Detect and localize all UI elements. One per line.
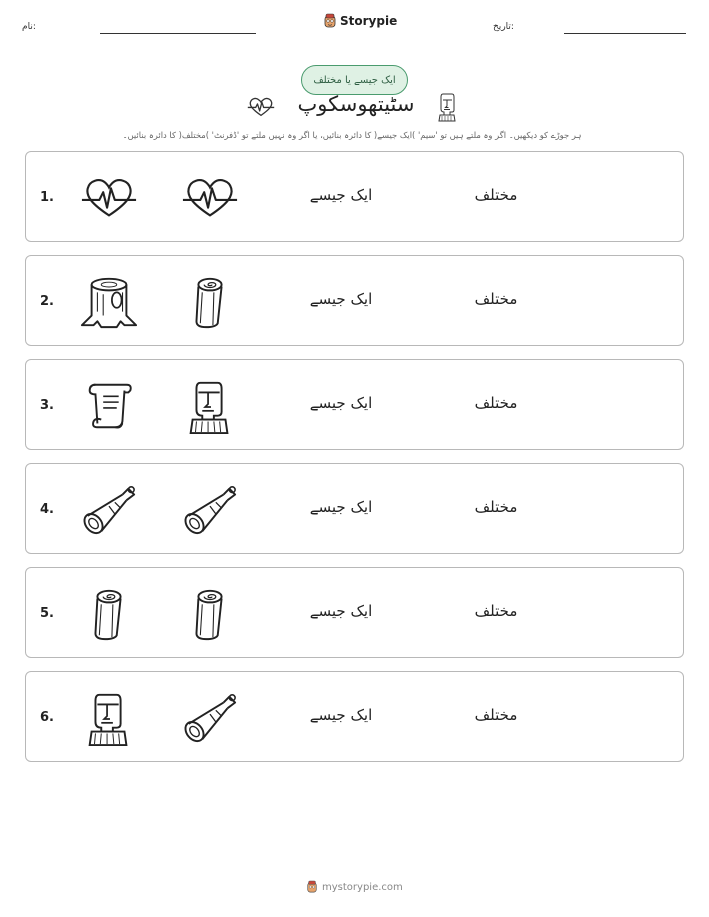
option-same[interactable]: ایک جیسے xyxy=(309,706,373,724)
scroll-icon xyxy=(80,377,138,435)
horn-icon xyxy=(181,689,239,747)
exercise-row xyxy=(25,567,684,658)
moai-icon xyxy=(437,92,457,122)
paper-roll-icon xyxy=(181,273,239,331)
heartbeat-icon xyxy=(80,169,138,227)
brand-logo xyxy=(323,13,397,29)
paper-roll-icon xyxy=(181,585,239,643)
paper-roll-icon xyxy=(80,585,138,643)
option-same[interactable]: ایک جیسے xyxy=(309,602,373,620)
horn-icon xyxy=(80,481,138,539)
row-number: 6. xyxy=(40,710,54,725)
exercise-row xyxy=(25,463,684,554)
worksheet-header xyxy=(0,0,709,60)
option-different[interactable]: مختلف xyxy=(474,186,518,204)
instructions: ہر جوڑے کو دیکھیں۔ اگر وہ ملتے ہیں تو 'سیم' )ایک جیسے( کا دائرہ بنائیں، یا اگر وہ نہیں ملتے تو 'ڈفرنٹ' )مختلف( کا دائرہ بنائیں۔ xyxy=(122,130,582,140)
exercise-row xyxy=(25,671,684,762)
exercise-row xyxy=(25,359,684,450)
row-number: 1. xyxy=(40,190,54,205)
name-line xyxy=(100,33,256,34)
heartbeat-icon xyxy=(247,96,275,118)
name-label: نام: xyxy=(22,22,36,32)
row-number: 2. xyxy=(40,294,54,309)
footer-url: mystorypie.com xyxy=(322,881,403,893)
option-same[interactable]: ایک جیسے xyxy=(309,498,373,516)
row-number: 5. xyxy=(40,606,54,621)
moai-icon xyxy=(80,689,138,747)
date-line xyxy=(564,33,686,34)
option-different[interactable]: مختلف xyxy=(474,602,518,620)
option-same[interactable]: ایک جیسے xyxy=(309,290,373,308)
moai-icon xyxy=(181,377,239,435)
option-different[interactable]: مختلف xyxy=(474,706,518,724)
heartbeat-icon xyxy=(181,169,239,227)
brand-name: Storypie xyxy=(340,14,398,28)
option-different[interactable]: مختلف xyxy=(474,290,518,308)
option-same[interactable]: ایک جیسے xyxy=(309,394,373,412)
exercise-row xyxy=(25,151,684,242)
exercise-row xyxy=(25,255,684,346)
tree-stump-icon xyxy=(80,273,138,331)
date-label: تاریخ: xyxy=(493,22,514,32)
page-title: سٹیتھوسکوپ xyxy=(297,92,415,116)
row-number: 3. xyxy=(40,398,54,413)
option-different[interactable]: مختلف xyxy=(474,394,518,412)
footer xyxy=(306,880,403,894)
horn-icon xyxy=(181,481,239,539)
row-number: 4. xyxy=(40,502,54,517)
option-same[interactable]: ایک جیسے xyxy=(309,186,373,204)
storypie-mascot-icon xyxy=(306,880,318,894)
storypie-mascot-icon xyxy=(323,13,337,29)
option-different[interactable]: مختلف xyxy=(474,498,518,516)
topic-badge: ایک جیسے یا مختلف xyxy=(301,65,408,95)
title-row xyxy=(0,92,709,124)
